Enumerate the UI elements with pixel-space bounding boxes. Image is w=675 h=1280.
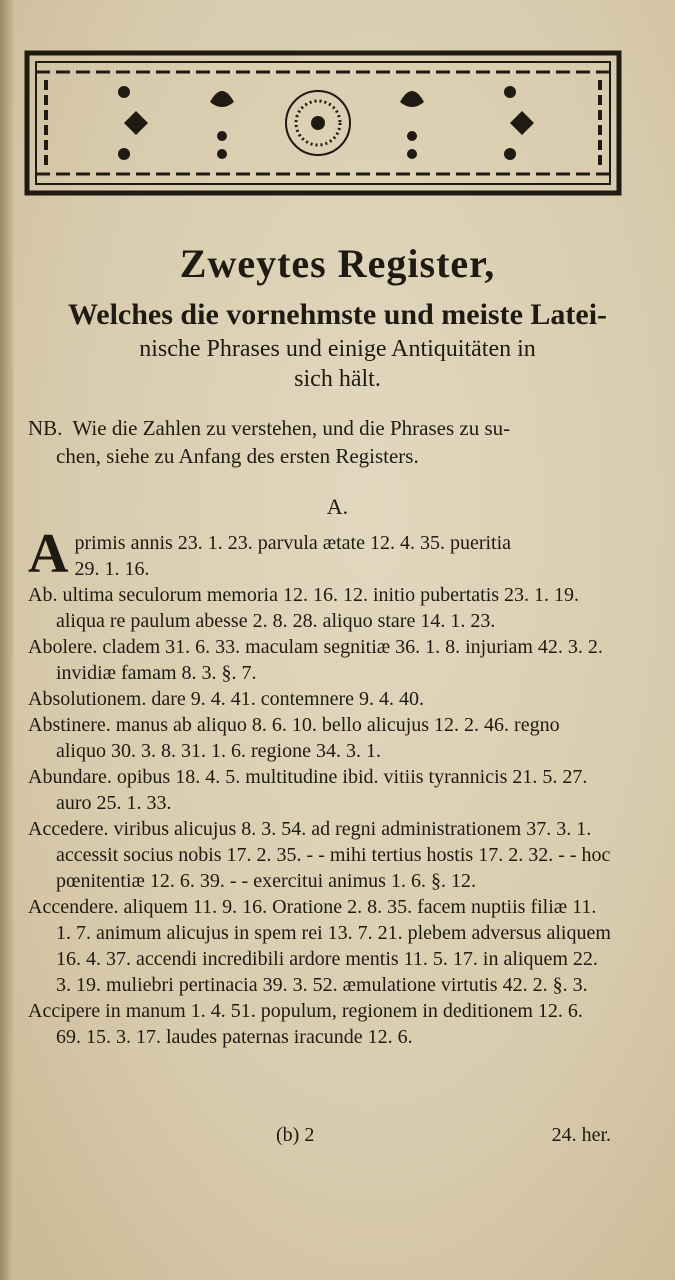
index-entry: Accendere. aliquem 11. 9. 16. Oratione 2. 8. 35. facem nuptiis filiæ 11. 1. 7. animum alicujus in spem rei 13. 7. 21. plebem adversus aliquem 16. 4. 37. accendi incredibili ardore mentis 11. 5. 17. in aliquem 22. 3. 19. muliebri pertinacia 39. 3. 52. æmulatione virtutis 42. 2. §. 3. bbox=[28, 896, 611, 996]
usage-note bbox=[28, 414, 618, 470]
index-entries bbox=[28, 523, 612, 1050]
subtitle-line-3: sich hält. bbox=[294, 366, 381, 392]
note-line-2: chen, siehe zu Anfang des ersten Registers. bbox=[56, 444, 419, 468]
signature-mark: (b) 2 bbox=[276, 1124, 315, 1146]
entry-line-1: primis annis 23. 1. 23. parvula ætate 12. 4. 35. pueritia bbox=[74, 532, 512, 554]
note-line-1: Wie die Zahlen zu verstehen, und die Phrases zu su- bbox=[72, 416, 511, 440]
entry-line-2: 29. 1. 16. bbox=[74, 558, 150, 580]
index-entry: Absolutionem. dare 9. 4. 41. contemnere 9. 4. 40. bbox=[28, 688, 425, 710]
index-entry bbox=[28, 523, 612, 585]
index-entry: Abolere. cladem 31. 6. 33. maculam segnitiæ 36. 1. 8. injuriam 42. 3. 2. invidiæ famam 8. 3. §. 7. bbox=[28, 636, 603, 684]
index-entry: Accipere in manum 1. 4. 51. populum, regionem in deditionem 12. 6. 69. 15. 3. 17. laudes paternas iracunde 12. 6. bbox=[28, 1000, 583, 1048]
note-label: NB. bbox=[28, 416, 63, 440]
ornamental-header-border bbox=[24, 50, 622, 196]
page-gutter bbox=[0, 0, 14, 1280]
index-entry: Ab. ultima seculorum memoria 12. 16. 12. initio pubertatis 23. 1. 19. aliqua re paulum abesse 2. 8. 28. aliquo stare 14. 1. 23. bbox=[28, 584, 580, 632]
subtitle-line-1: Welches die vornehmste und meiste Latei- bbox=[67, 298, 608, 331]
section-letter: A. bbox=[326, 494, 349, 519]
index-entry: Accedere. viribus alicujus 8. 3. 54. ad regni administrationem 37. 3. 1. accessit socius nobis 17. 2. 35. - - mihi tertius hostis 17. 2. 32. - - hoc pœnitentiæ 12. 6. 39. - - exercitui animus 1. 6. §. 12. bbox=[28, 818, 611, 892]
index-entry: Abstinere. manus ab aliquo 8. 6. 10. bello alicujus 12. 2. 46. regno aliquo 30. 3. 8. 31. 1. 6. regione 34. 3. 1. bbox=[28, 714, 560, 762]
catchword: 24. her. bbox=[551, 1124, 611, 1146]
subtitle-line-2: nische Phrases und einige Antiquitäten in bbox=[139, 336, 536, 362]
drop-cap: A bbox=[28, 523, 69, 585]
index-entry: Abundare. opibus 18. 4. 5. multitudine ibid. vitiis tyrannicis 21. 5. 27. auro 25. 1. 33. bbox=[28, 766, 588, 814]
register-title: Zweytes Register, bbox=[179, 241, 496, 286]
